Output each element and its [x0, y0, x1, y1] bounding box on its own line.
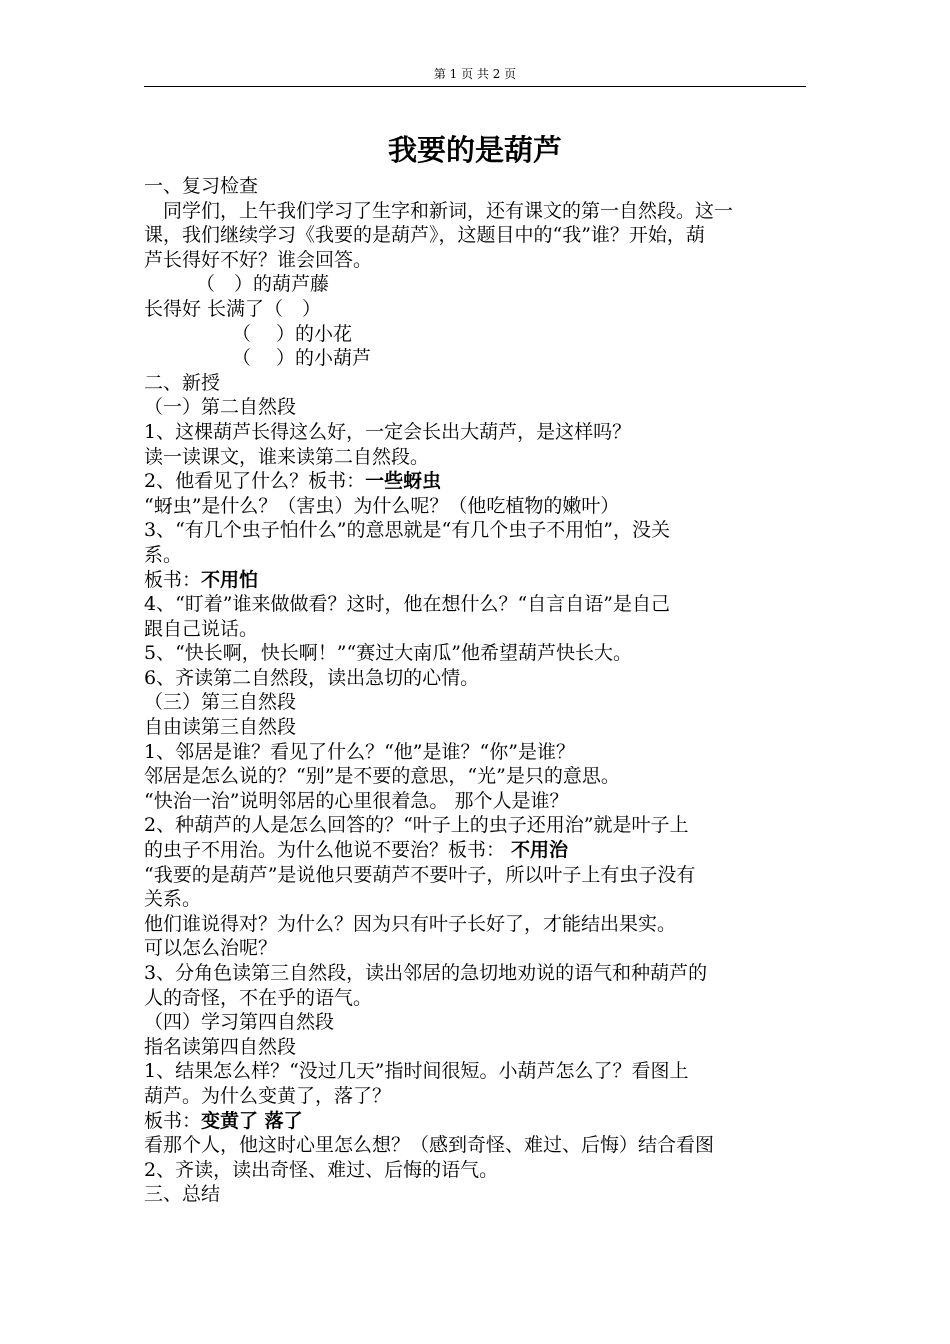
section-heading: 二、新授: [144, 371, 221, 394]
paragraph-line: “我要的是葫芦”是说他只要葫芦不要叶子，所以叶子上有虫子没有: [144, 863, 696, 886]
paragraph-line: 芦长得好不好？谁会回答。: [144, 248, 373, 271]
page-indicator: 第 1 页 共 2 页: [433, 67, 517, 81]
paragraph-line: 指名读第四自然段: [144, 1035, 297, 1058]
paragraph-line: “快治一治”说明邻居的心里很着急。 那个人是谁？: [144, 789, 569, 812]
paragraph-line: 人的奇怪，不在乎的语气。: [144, 986, 373, 1009]
paragraph-line: 系。: [144, 543, 183, 566]
paragraph-line: 邻居是怎么说的？“别”是不要的意思，“光”是只的意思。: [144, 765, 620, 788]
paragraph-line: “蚜虫”是什么？（害虫）为什么呢？（他吃植物的嫩叶）: [144, 494, 620, 517]
paragraph-line: 3、分角色读第三自然段，读出邻居的急切地劝说的语气和种葫芦的: [144, 962, 708, 984]
subsection-heading: （一）第二自然段: [144, 396, 297, 419]
paragraph-line: 2、种葫芦的人是怎么回答的？“叶子上的虫子还用治”就是叶子上: [144, 814, 689, 837]
paragraph-line: [144, 568, 806, 593]
subsection-heading: （三）第三自然段: [144, 691, 297, 714]
paragraph-line: 4、“盯着”谁来做做看？这时，他在想什么？“自言自语”是自己: [144, 593, 670, 616]
paragraph-line: 可以怎么治呢？: [144, 937, 278, 960]
line-text: 的虫子不用治。为什么他说不要治？板书：: [144, 839, 512, 862]
paragraph-line: 读一读课文，谁来读第二自然段。: [144, 445, 430, 468]
paragraph-line: 关系。: [144, 888, 202, 911]
blackboard-note: 一些蚜虫: [365, 470, 442, 493]
fill-blank-line: （ ）的小花: [232, 322, 353, 345]
paragraph-line: 1、邻居是谁？看见了什么？“他”是谁？“你”是谁？: [144, 740, 575, 763]
paragraph-line: 6、齐读第二自然段，读出急切的心情。: [144, 666, 480, 689]
line-text: 板书：: [144, 1109, 202, 1132]
line-text: 2、他看见了什么？板书：: [144, 470, 366, 493]
paragraph-line: 他们谁说得对？为什么？因为只有叶子长好了，才能结出果实。: [144, 912, 677, 935]
blackboard-note: 不用怕: [201, 568, 259, 591]
subsection-heading: （四）学习第四自然段: [144, 1011, 335, 1034]
paragraph-line: 跟自己说话。: [144, 617, 259, 640]
document-body: [144, 174, 806, 1207]
blackboard-note: 不用治: [511, 839, 569, 862]
section-heading: 三、总结: [144, 1183, 221, 1206]
paragraph-line: 3、“有几个虫子怕什么”的意思就是“有几个虫子不用怕”，没关: [144, 519, 670, 542]
paragraph-line: [144, 1109, 806, 1134]
line-text: 板书：: [144, 568, 202, 591]
paragraph-line: 同学们，上午我们学习了生字和新词，还有课文的第一自然段。这一: [144, 199, 734, 222]
section-heading: 一、复习检查: [144, 175, 259, 197]
paragraph-line: 5、“快长啊，快长啊！”“赛过大南瓜”他希望葫芦快长大。: [144, 642, 632, 665]
paragraph-line: [144, 838, 806, 863]
fill-blank-line: 长得好 长满了（ ）: [144, 297, 322, 320]
paragraph-line: 2、齐读，读出奇怪、难过、后悔的语气。: [144, 1158, 499, 1181]
paragraph-line: 课，我们继续学习《我要的是葫芦》，这题目中的“我”谁？开始，葫: [144, 224, 705, 247]
paragraph-line: 葫芦。为什么变黄了，落了？: [144, 1084, 392, 1107]
paragraph-line: 1、结果怎么样？“没过几天”指时间很短。小葫芦怎么了？看图上: [144, 1060, 689, 1083]
paragraph-line: 自由读第三自然段: [144, 716, 297, 739]
blackboard-note: 变黄了 落了: [201, 1109, 303, 1132]
paragraph-line: 1、这棵葫芦长得这么好，一定会长出大葫芦，是这样吗？: [144, 420, 632, 443]
paragraph-line: [144, 469, 806, 494]
paragraph-line: 看那个人，他这时心里怎么想？（感到奇怪、难过、后悔）结合看图: [144, 1134, 715, 1157]
header-rule: [144, 86, 806, 87]
fill-blank-line: （ ）的葫芦藤: [196, 273, 330, 296]
page-title: 我要的是葫芦: [387, 133, 562, 167]
fill-blank-line: （ ）的小葫芦: [232, 347, 372, 370]
